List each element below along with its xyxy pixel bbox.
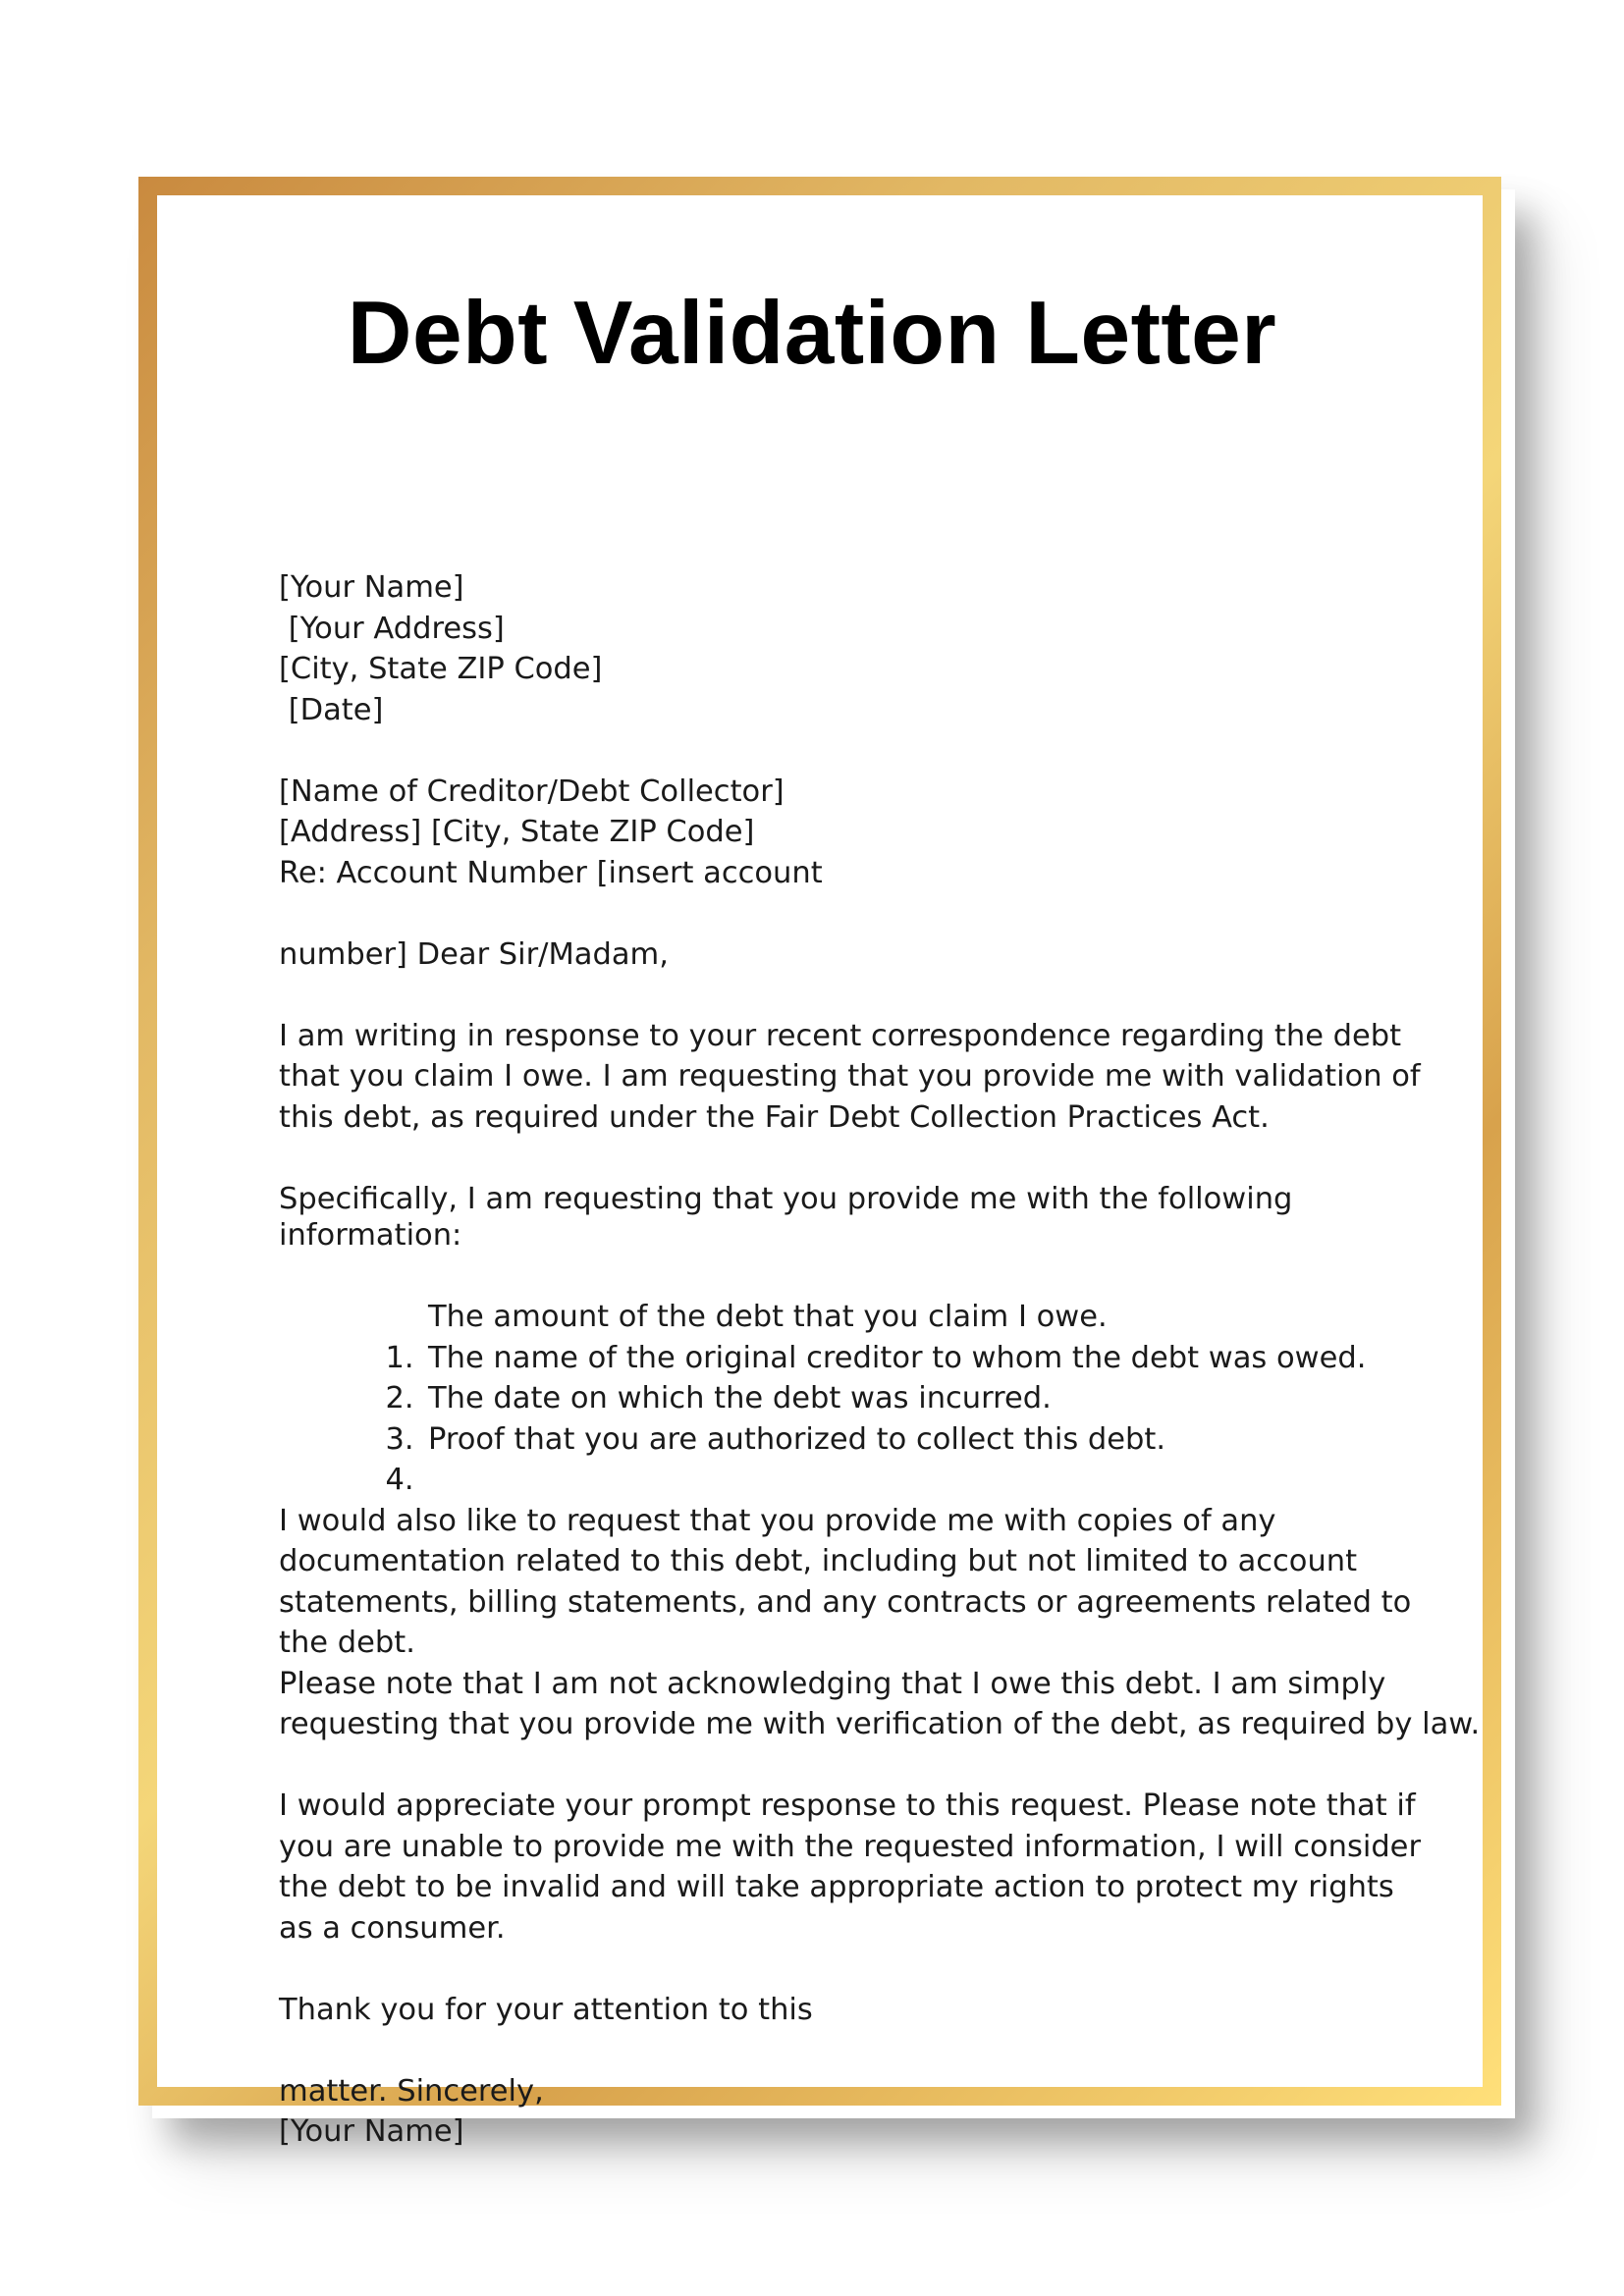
- closing-line: Thank you for your attention to this: [279, 1992, 813, 2027]
- signature: [Your Name]: [279, 2114, 464, 2149]
- document-title: Debt Validation Letter: [347, 284, 1277, 383]
- paragraph-line: information:: [279, 1218, 462, 1253]
- list-item-text: The amount of the debt that you claim I owe.: [428, 1300, 1108, 1334]
- paragraph-line: Specifically, I am requesting that you provide me with the following: [279, 1181, 1293, 1216]
- paragraph-line: Please note that I am not acknowledging that I owe this debt. I am simply: [279, 1666, 1386, 1701]
- paragraph-intro: [279, 1016, 1421, 1139]
- list-item-number: 1.: [385, 1340, 414, 1375]
- paragraph-line: I am writing in response to your recent correspondence regarding the debt: [279, 1018, 1402, 1053]
- paragraph-line: this debt, as required under the Fair Debt Collection Practices Act.: [279, 1099, 1270, 1135]
- list-item: [279, 1419, 1398, 1497]
- paragraph-line: that you claim I owe. I am requesting that you provide me with validation of: [279, 1059, 1421, 1094]
- list-item-text: The name of the original creditor to whom the debt was owed.: [428, 1340, 1367, 1375]
- letter-body: [279, 567, 1481, 2153]
- paragraph-line: you are unable to provide me with the requested information, I will consider: [279, 1829, 1421, 1864]
- paragraph-line: the debt to be invalid and will take appropriate action to protect my rights: [279, 1870, 1394, 1904]
- sender-address: [Your Address]: [279, 611, 505, 646]
- paragraph-request: [279, 1179, 1398, 1256]
- recipient-name: [Name of Creditor/Debt Collector]: [279, 774, 785, 809]
- account-reference: Re: Account Number [insert account: [279, 855, 823, 890]
- list-item-number: 2.: [385, 1381, 414, 1415]
- list-item-text: Proof that you are authorized to collect this debt.: [428, 1421, 1166, 1457]
- closing: matter. Sincerely,: [279, 2073, 544, 2109]
- paragraph-line: statements, billing statements, and any contracts or agreements related to: [279, 1584, 1412, 1620]
- list-item-number: 3.: [385, 1421, 414, 1457]
- salutation: number] Dear Sir/Madam,: [279, 936, 669, 972]
- paragraph-response: [279, 1786, 1421, 1949]
- letter-date: [Date]: [279, 692, 384, 727]
- paragraph-documentation: [279, 1501, 1481, 1745]
- paragraph-line: the debt.: [279, 1626, 415, 1660]
- list-item-number: 4.: [385, 1463, 414, 1497]
- paragraph-line: documentation related to this debt, including but not limited to account: [279, 1544, 1358, 1578]
- paragraph-line: requesting that you provide me with verification of the debt, as required by law.: [279, 1707, 1481, 1741]
- paragraph-line: as a consumer.: [279, 1910, 506, 1946]
- recipient-address: [Address] [City, State ZIP Code]: [279, 815, 755, 849]
- sender-name: [Your Name]: [279, 570, 464, 605]
- sender-city-state-zip: [City, State ZIP Code]: [279, 652, 603, 686]
- paragraph-line: I would also like to request that you provide me with copies of any: [279, 1503, 1276, 1538]
- list-item-text: The date on which the debt was incurred.: [428, 1381, 1052, 1415]
- paragraph-line: I would appreciate your prompt response to this request. Please note that if: [279, 1789, 1416, 1823]
- requested-info-list: [279, 1297, 1398, 1497]
